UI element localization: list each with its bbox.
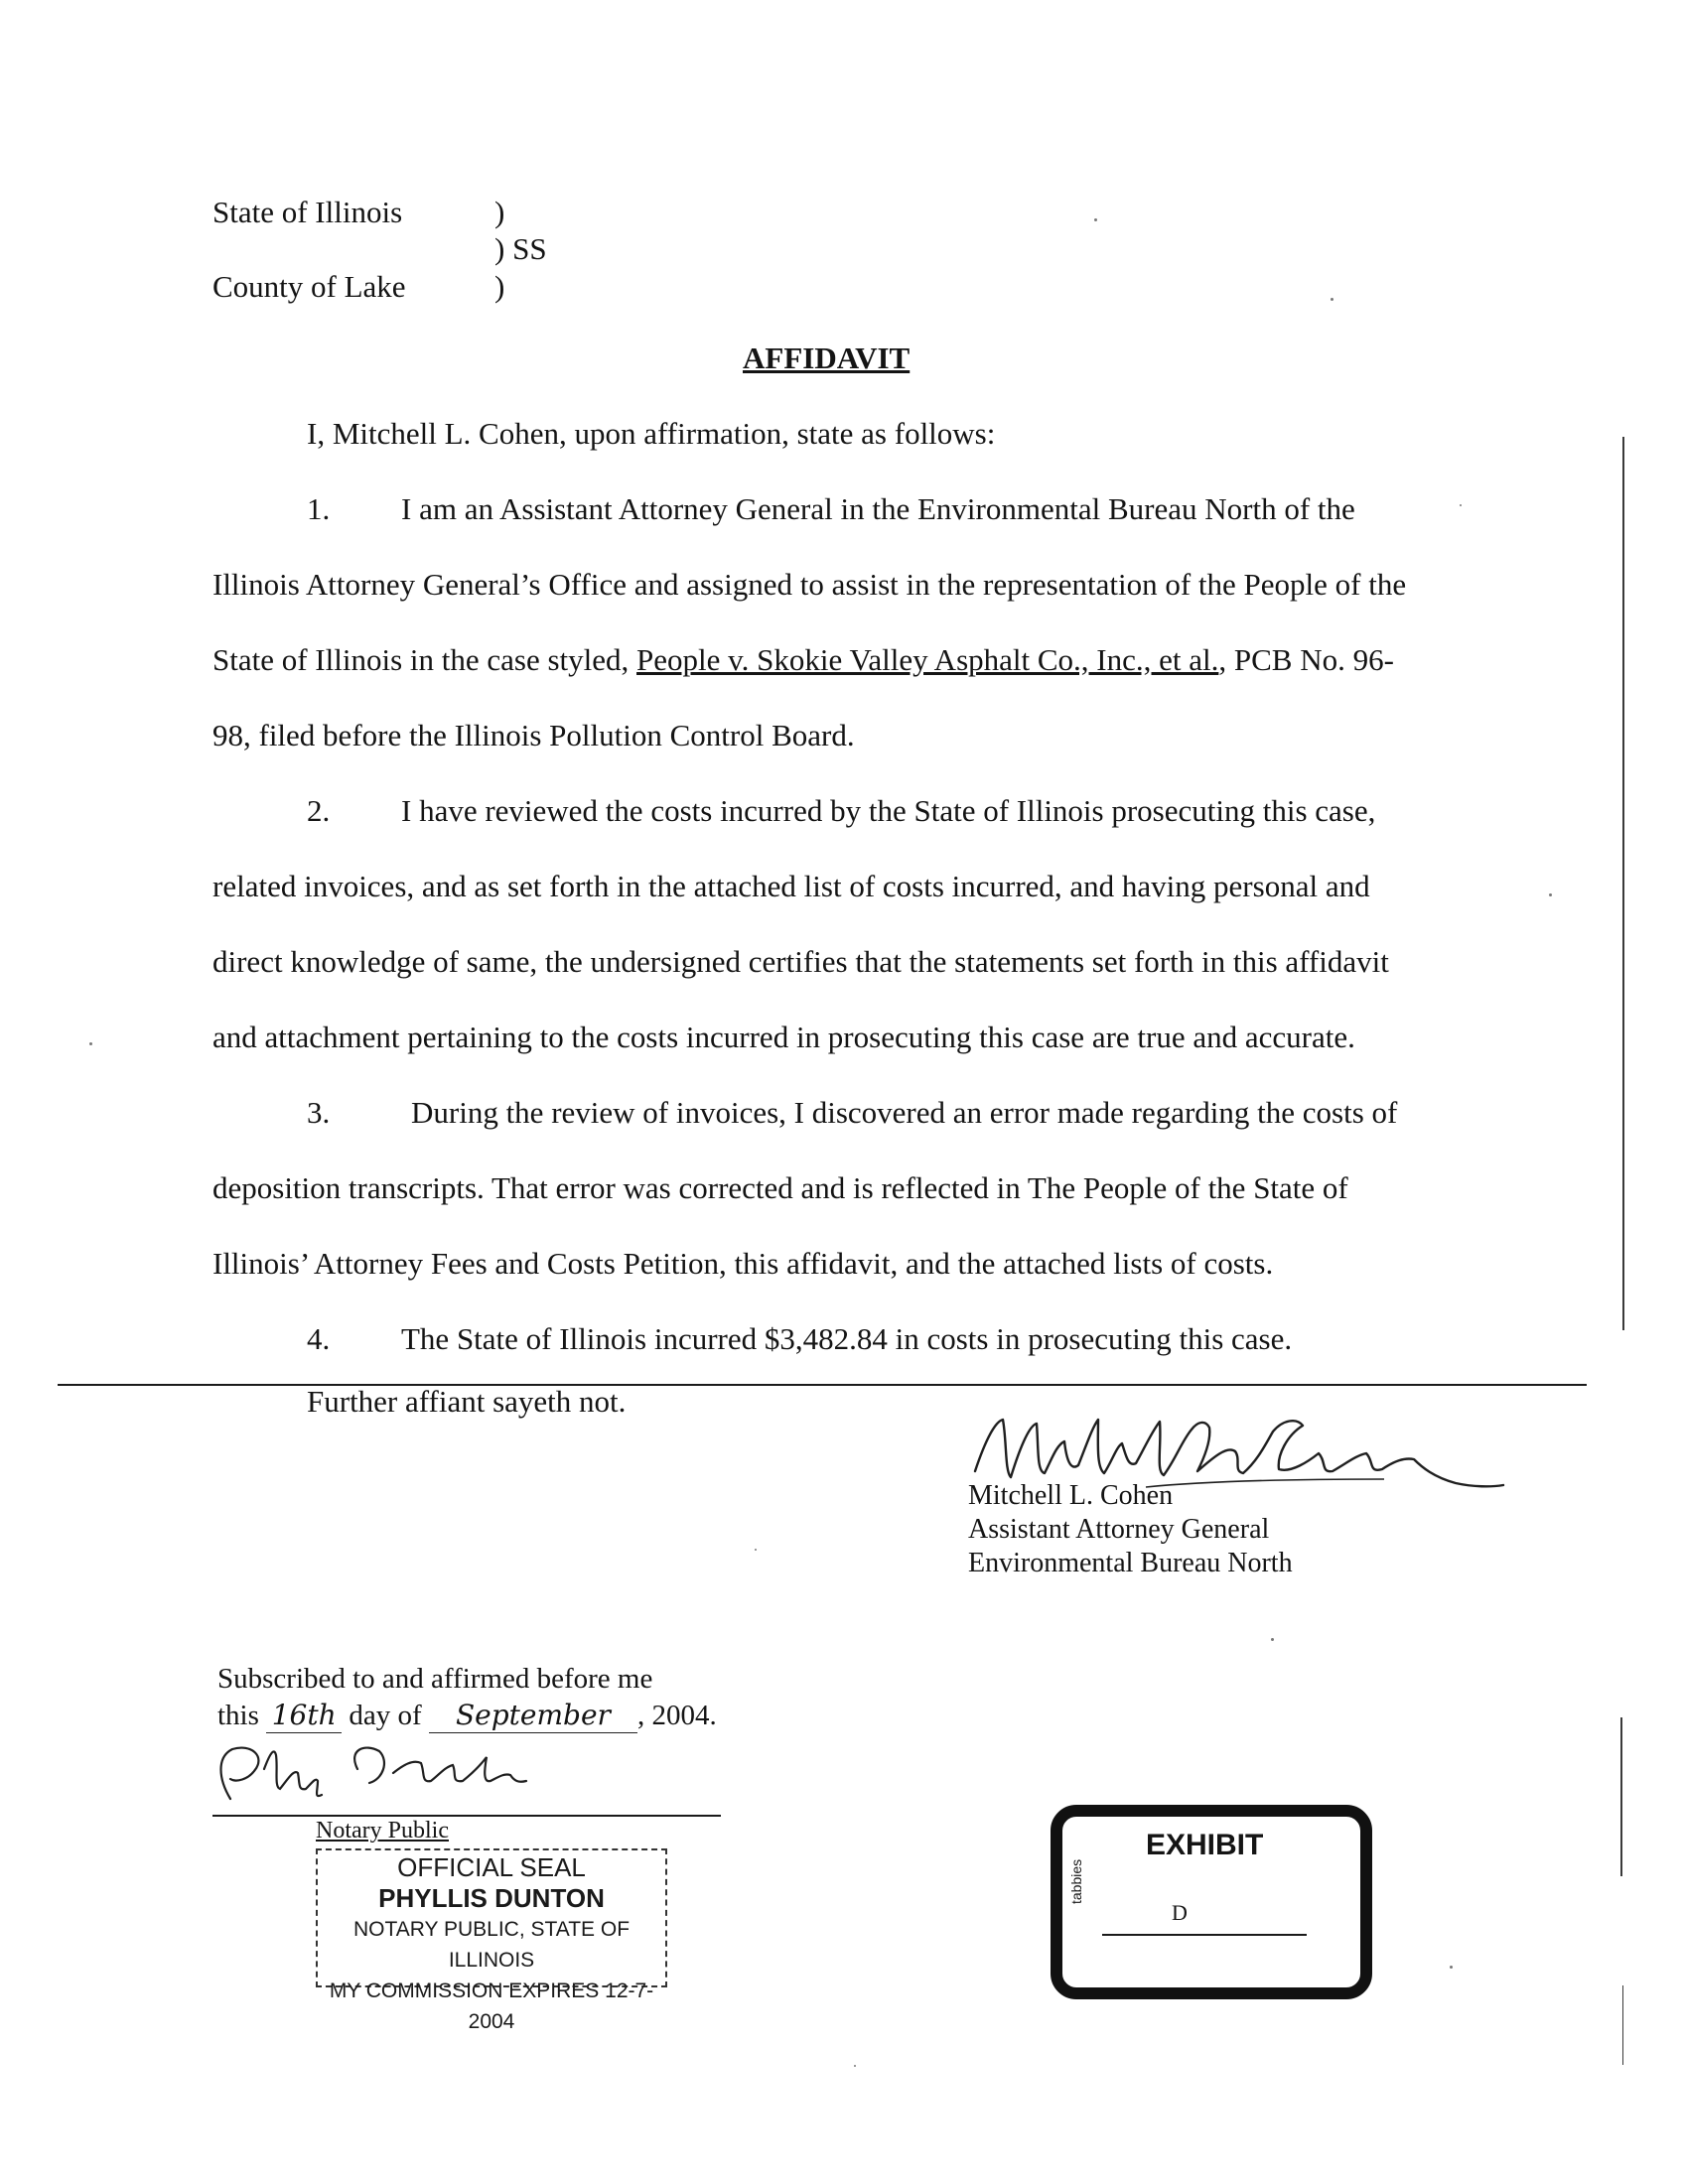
seal-line-commission: MY COMMISSION EXPIRES 12-7-2004 (329, 1979, 654, 2033)
notary-public-label: Notary Public (316, 1818, 449, 1843)
notary-year: , 2004. (636, 1700, 717, 1731)
scan-speck (1450, 1966, 1453, 1969)
seal-line-official: OFFICIAL SEAL (397, 1852, 586, 1882)
notary-day-handwritten: 16th (266, 1699, 342, 1733)
scan-speck (1460, 504, 1462, 506)
scan-margin-line-lower (1620, 1717, 1622, 1876)
exhibit-value: D (1172, 1900, 1188, 1925)
paragraph-1-number: 1. (307, 491, 331, 526)
paragraph-1-line-1: I am an Assistant Attorney General in the Environmental Bureau North of the (401, 491, 1355, 526)
scan-speck (1549, 893, 1552, 896)
seal-line-state: NOTARY PUBLIC, STATE OF ILLINOIS (352, 1918, 631, 1972)
paragraph-2-line-4: and attachment pertaining to the costs incurred in prosecuting this case are true and accurate. (212, 1020, 1355, 1054)
closing-statement: Further affiant sayeth not. (307, 1384, 627, 1419)
exhibit-sticker (1051, 1805, 1372, 1999)
venue-paren-bottom: ) (494, 269, 505, 304)
paragraph-3-line-3: Illinois’ Attorney Fees and Costs Petition, this affidavit, and the attached lists of costs. (212, 1246, 1274, 1281)
scan-margin-line-bottom (1622, 1985, 1623, 2065)
notary-signature-line (212, 1815, 721, 1817)
case-name: People v. Skokie Valley Asphalt Co., Inc., et al. (636, 642, 1219, 677)
notary-month-handwritten: September (429, 1699, 637, 1733)
signatory-title: Assistant Attorney General (968, 1514, 1270, 1545)
intro-statement: I, Mitchell L. Cohen, upon affirmation, state as follows: (307, 416, 996, 451)
scan-speck (1331, 298, 1333, 301)
signatory-bureau: Environmental Bureau North (968, 1548, 1293, 1578)
venue-state: State of Illinois (212, 195, 403, 229)
exhibit-label: EXHIBIT (1146, 1829, 1264, 1861)
scan-speck (1094, 218, 1097, 221)
paragraph-3-number: 3. (307, 1095, 331, 1130)
venue-paren-ss: ) SS (494, 231, 547, 266)
paragraph-3-line-1: During the review of invoices, I discovered an error made regarding the costs of (411, 1095, 1398, 1130)
notary-this-word: this (217, 1700, 259, 1731)
scan-speck (1271, 1638, 1274, 1641)
paragraph-4-number: 4. (307, 1321, 331, 1356)
paragraph-2-line-1: I have reviewed the costs incurred by the State of Illinois prosecuting this case, (401, 793, 1376, 828)
case-style-intro: State of Illinois in the case styled, (212, 642, 637, 677)
paragraph-2-line-3: direct knowledge of same, the undersigned certifies that the statements set forth in this affidavit (212, 944, 1389, 979)
paragraph-3-line-2: deposition transcripts. That error was corrected and is reflected in The People of the State of (212, 1170, 1348, 1205)
scan-speck (755, 1549, 757, 1551)
paragraph-4-line-1: The State of Illinois incurred $3,482.84 in costs in prosecuting this case. (401, 1321, 1293, 1356)
scan-rule-line (58, 1384, 1587, 1386)
case-number: , PCB No. 96- (1218, 642, 1394, 677)
notary-official-seal (316, 1848, 667, 2033)
paragraph-1-line-3 (212, 642, 1394, 678)
notary-signature (209, 1739, 576, 1809)
scan-margin-line (1622, 437, 1624, 1330)
venue-county: County of Lake (212, 269, 406, 304)
paragraph-2-number: 2. (307, 793, 331, 828)
signatory-name: Mitchell L. Cohen (968, 1480, 1174, 1511)
paragraph-1-line-2: Illinois Attorney General’s Office and assigned to assist in the representation of the People of the (212, 567, 1407, 602)
scan-speck (854, 2065, 856, 2067)
exhibit-brand: tabbies (1068, 1858, 1084, 1904)
paragraph-1-line-4: 98, filed before the Illinois Pollution Control Board. (212, 718, 855, 752)
paragraph-2-line-2: related invoices, and as set forth in the attached list of costs incurred, and having personal and (212, 869, 1370, 903)
notary-day-of: day of (349, 1700, 422, 1731)
exhibit-line (1102, 1934, 1307, 1936)
venue-paren-top: ) (494, 195, 505, 229)
notary-date-line (217, 1699, 717, 1733)
notary-subscribed-line: Subscribed to and affirmed before me (217, 1663, 653, 1695)
document-title: AFFIDAVIT (743, 341, 911, 375)
seal-line-name: PHYLLIS DUNTON (378, 1883, 605, 1913)
scan-speck (89, 1042, 92, 1045)
